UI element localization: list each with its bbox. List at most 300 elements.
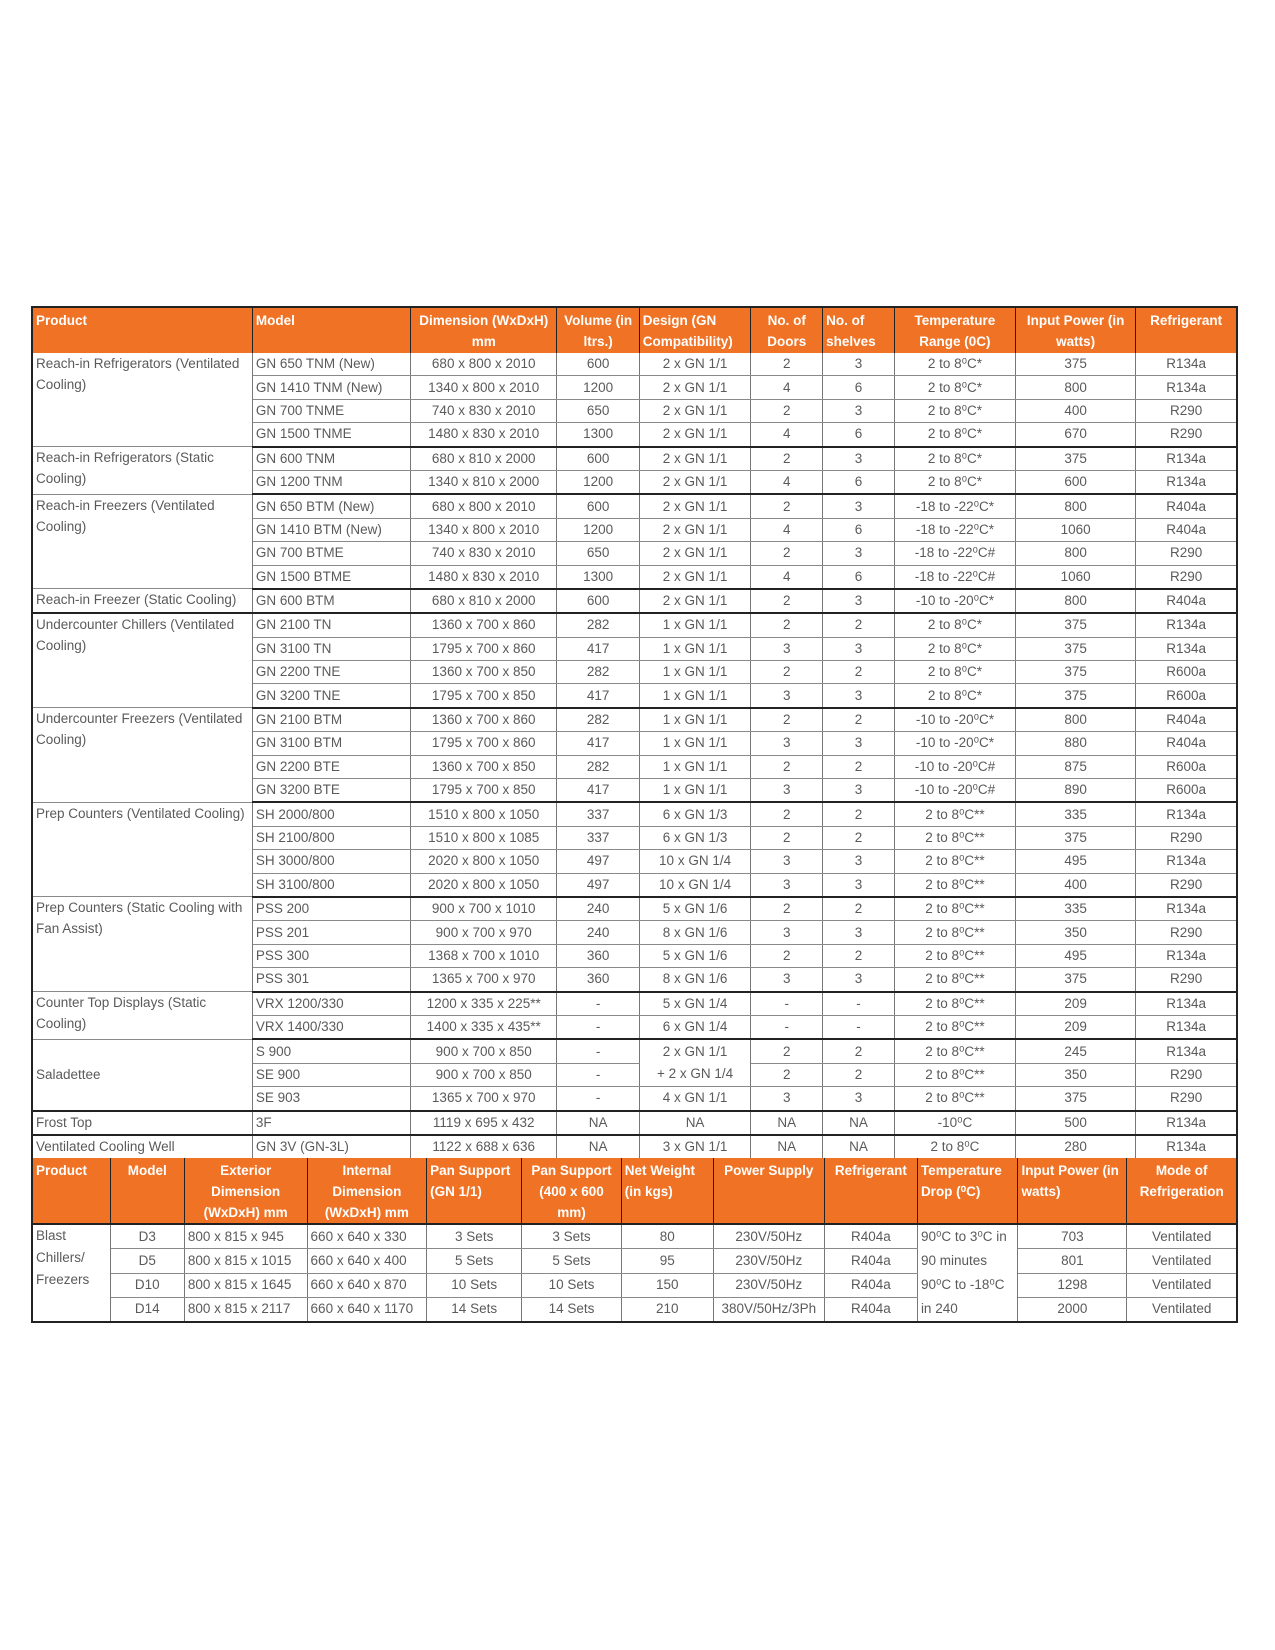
- table-row: [32, 1297, 1237, 1322]
- doors-cell: 2: [751, 542, 823, 565]
- shelves-cell: 6: [823, 565, 895, 589]
- volume-cell: 417: [557, 779, 639, 803]
- column-header: Net Weight (in kgs): [621, 1158, 713, 1224]
- temperature-cell: 2 to 8⁰C*: [894, 637, 1015, 660]
- design-cell: 2 x GN 1/1: [639, 494, 751, 518]
- shelves-cell: 3: [823, 542, 895, 565]
- column-header: Refrigerant: [1136, 307, 1237, 353]
- doors-cell: 3: [751, 732, 823, 755]
- power-cell: 209: [1016, 992, 1136, 1016]
- doors-cell: NA: [751, 1135, 823, 1159]
- model-cell: GN 3V (GN-3L): [252, 1135, 410, 1159]
- net-weight-cell: 150: [621, 1273, 713, 1297]
- volume-cell: 650: [557, 542, 639, 565]
- column-header: Refrigerant: [824, 1158, 917, 1224]
- volume-cell: -: [557, 1039, 639, 1063]
- internal-dimension-cell: 660 x 640 x 330: [307, 1224, 427, 1249]
- temperature-cell: 2 to 8⁰C*: [894, 447, 1015, 471]
- model-cell: SH 3000/800: [252, 850, 410, 873]
- column-header: No. of shelves: [823, 307, 895, 353]
- table-row: [32, 708, 1237, 732]
- temperature-cell: 2 to 8⁰C**: [894, 850, 1015, 873]
- shelves-cell: 3: [823, 732, 895, 755]
- shelves-cell: 3: [823, 968, 895, 992]
- model-cell: SH 3100/800: [252, 873, 410, 897]
- volume-cell: 417: [557, 732, 639, 755]
- refrigerant-cell: R290: [1136, 542, 1237, 565]
- refrigerant-cell: R290: [1136, 1087, 1237, 1111]
- column-header: Mode of Refrigeration: [1127, 1158, 1237, 1224]
- column-header: Input Power (in watts): [1018, 1158, 1127, 1224]
- shelves-cell: 2: [823, 661, 895, 684]
- doors-cell: 4: [751, 376, 823, 399]
- volume-cell: 1200: [557, 518, 639, 541]
- refrigerant-cell: R134a: [1136, 802, 1237, 826]
- dimension-cell: 680 x 810 x 2000: [410, 589, 557, 613]
- design-cell: 8 x GN 1/6: [639, 968, 751, 992]
- table-body: [32, 1224, 1237, 1322]
- dimension-cell: 680 x 810 x 2000: [410, 447, 557, 471]
- column-header: Temperature Drop (⁰C): [917, 1158, 1018, 1224]
- model-cell: GN 3100 TN: [252, 637, 410, 660]
- column-header: Pan Support (GN 1/1): [427, 1158, 522, 1224]
- temperature-cell: 2 to 8⁰C**: [894, 992, 1015, 1016]
- power-cell: 375: [1016, 447, 1136, 471]
- volume-cell: -: [557, 1015, 639, 1039]
- volume-cell: NA: [557, 1135, 639, 1159]
- design-cell: 6 x GN 1/3: [639, 826, 751, 849]
- table-row: [32, 897, 1237, 921]
- doors-cell: 2: [751, 897, 823, 921]
- power-cell: 500: [1016, 1111, 1136, 1135]
- dimension-cell: 900 x 700 x 850: [410, 1039, 557, 1063]
- power-cell: 375: [1016, 684, 1136, 708]
- design-cell: 1 x GN 1/1: [639, 755, 751, 778]
- power-cell: 1060: [1016, 518, 1136, 541]
- temperature-cell: 2 to 8⁰C*: [894, 613, 1015, 637]
- dimension-cell: 1510 x 800 x 1050: [410, 802, 557, 826]
- shelves-cell: 2: [823, 755, 895, 778]
- temperature-cell: 2 to 8⁰C**: [894, 802, 1015, 826]
- dimension-cell: 1365 x 700 x 970: [410, 1087, 557, 1111]
- refrigerant-cell: R290: [1136, 423, 1237, 447]
- input-power-cell: 703: [1018, 1224, 1127, 1249]
- refrigerant-cell: R290: [1136, 565, 1237, 589]
- power-cell: 375: [1016, 968, 1136, 992]
- model-cell: D14: [110, 1297, 184, 1322]
- power-cell: 800: [1016, 542, 1136, 565]
- doors-cell: 2: [751, 613, 823, 637]
- shelves-cell: NA: [823, 1135, 895, 1159]
- power-cell: 800: [1016, 376, 1136, 399]
- design-cell: 2 x GN 1/1: [639, 518, 751, 541]
- refrigerant-cell: R404a: [1136, 708, 1237, 732]
- model-cell: GN 3200 TNE: [252, 684, 410, 708]
- model-cell: D10: [110, 1273, 184, 1297]
- design-cell: NA: [639, 1111, 751, 1135]
- model-cell: GN 3200 BTE: [252, 779, 410, 803]
- refrigerant-cell: R404a: [1136, 518, 1237, 541]
- design-cell: 1 x GN 1/1: [639, 779, 751, 803]
- table-row: [32, 1249, 1237, 1273]
- design-cell: 2 x GN 1/1: [639, 423, 751, 447]
- shelves-cell: -: [823, 992, 895, 1016]
- input-power-cell: 2000: [1018, 1297, 1127, 1322]
- doors-cell: 4: [751, 518, 823, 541]
- design-cell: 2 x GN 1/1: [639, 447, 751, 471]
- doors-cell: 3: [751, 873, 823, 897]
- pan-support-gn-cell: 14 Sets: [427, 1297, 522, 1322]
- model-cell: SH 2100/800: [252, 826, 410, 849]
- product-cell: Saladettee: [32, 1039, 252, 1110]
- power-cell: 245: [1016, 1039, 1136, 1063]
- mode-cell: Ventilated: [1127, 1297, 1237, 1322]
- volume-cell: 600: [557, 353, 639, 376]
- column-header: Design (GN Compatibility): [639, 307, 751, 353]
- dimension-cell: 680 x 800 x 2010: [410, 353, 557, 376]
- design-cell: 2 x GN 1/1: [639, 589, 751, 613]
- refrigerant-cell: R600a: [1136, 755, 1237, 778]
- temperature-cell: 2 to 8⁰C*: [894, 399, 1015, 422]
- refrigerant-cell: R134a: [1136, 850, 1237, 873]
- design-cell: 1 x GN 1/1: [639, 637, 751, 660]
- doors-cell: 4: [751, 470, 823, 494]
- volume-cell: 497: [557, 850, 639, 873]
- model-cell: GN 1410 TNM (New): [252, 376, 410, 399]
- dimension-cell: 1360 x 700 x 860: [410, 708, 557, 732]
- volume-cell: 417: [557, 684, 639, 708]
- temperature-cell: 2 to 8⁰C**: [894, 873, 1015, 897]
- pan-support-400-cell: 5 Sets: [522, 1249, 621, 1273]
- refrigerant-cell: R404a: [1136, 494, 1237, 518]
- volume-cell: 650: [557, 399, 639, 422]
- shelves-cell: 3: [823, 873, 895, 897]
- temperature-cell: -10 to -20⁰C*: [894, 589, 1015, 613]
- dimension-cell: 680 x 800 x 2010: [410, 494, 557, 518]
- power-supply-cell: 230V/50Hz: [713, 1224, 824, 1249]
- pan-support-gn-cell: 3 Sets: [427, 1224, 522, 1249]
- doors-cell: 2: [751, 944, 823, 967]
- power-cell: 375: [1016, 661, 1136, 684]
- design-cell: 2 x GN 1/1: [639, 353, 751, 376]
- dimension-cell: 900 x 700 x 850: [410, 1063, 557, 1086]
- temperature-cell: 2 to 8⁰C*: [894, 423, 1015, 447]
- refrigerant-cell: R600a: [1136, 684, 1237, 708]
- refrigerant-cell: R134a: [1136, 376, 1237, 399]
- volume-cell: 600: [557, 589, 639, 613]
- net-weight-cell: 80: [621, 1224, 713, 1249]
- power-cell: 375: [1016, 637, 1136, 660]
- volume-cell: 417: [557, 637, 639, 660]
- dimension-cell: 1122 x 688 x 636: [410, 1135, 557, 1159]
- design-cell: 8 x GN 1/6: [639, 921, 751, 944]
- refrigerant-cell: R404a: [824, 1273, 917, 1297]
- power-cell: 495: [1016, 944, 1136, 967]
- pan-support-400-cell: 3 Sets: [522, 1224, 621, 1249]
- dimension-cell: 1340 x 800 x 2010: [410, 518, 557, 541]
- exterior-dimension-cell: 800 x 815 x 1645: [184, 1273, 307, 1297]
- volume-cell: 600: [557, 447, 639, 471]
- temperature-cell: -18 to -22⁰C*: [894, 518, 1015, 541]
- column-header: Internal Dimension (WxDxH) mm: [307, 1158, 427, 1224]
- doors-cell: 2: [751, 755, 823, 778]
- volume-cell: 282: [557, 755, 639, 778]
- design-cell: 2 x GN 1/1: [639, 399, 751, 422]
- model-cell: GN 1500 TNME: [252, 423, 410, 447]
- dimension-cell: 1480 x 830 x 2010: [410, 565, 557, 589]
- table-row: [32, 447, 1237, 471]
- product-cell: Reach-in Freezers (Ventilated Cooling): [32, 494, 252, 589]
- column-header: Input Power (in watts): [1016, 307, 1136, 353]
- design-cell: 1 x GN 1/1: [639, 708, 751, 732]
- power-supply-cell: 380V/50Hz/3Ph: [713, 1297, 824, 1322]
- power-cell: 335: [1016, 897, 1136, 921]
- shelves-cell: 3: [823, 921, 895, 944]
- temperature-cell: 2 to 8⁰C*: [894, 353, 1015, 376]
- design-cell: 5 x GN 1/6: [639, 944, 751, 967]
- design-cell: 2 x GN 1/1: [639, 565, 751, 589]
- dimension-cell: 1795 x 700 x 860: [410, 732, 557, 755]
- design-cell: 5 x GN 1/4: [639, 992, 751, 1016]
- column-header: Power Supply: [713, 1158, 824, 1224]
- input-power-cell: 1298: [1018, 1273, 1127, 1297]
- power-cell: 335: [1016, 802, 1136, 826]
- doors-cell: 2: [751, 1039, 823, 1063]
- doors-cell: 3: [751, 684, 823, 708]
- refrigerant-cell: R600a: [1136, 779, 1237, 803]
- volume-cell: 282: [557, 708, 639, 732]
- doors-cell: NA: [751, 1111, 823, 1135]
- temperature-cell: 2 to 8⁰C**: [894, 1087, 1015, 1111]
- refrigerant-cell: R134a: [1136, 992, 1237, 1016]
- model-cell: VRX 1400/330: [252, 1015, 410, 1039]
- power-supply-cell: 230V/50Hz: [713, 1273, 824, 1297]
- design-line: 2 x GN 1/1: [662, 1044, 728, 1060]
- dimension-cell: 1368 x 700 x 1010: [410, 944, 557, 967]
- volume-cell: 240: [557, 897, 639, 921]
- temperature-cell: -10 to -20⁰C#: [894, 755, 1015, 778]
- model-cell: 3F: [252, 1111, 410, 1135]
- table-row: [32, 802, 1237, 826]
- refrigerant-cell: R290: [1136, 921, 1237, 944]
- dimension-cell: 1795 x 700 x 860: [410, 637, 557, 660]
- volume-cell: 360: [557, 968, 639, 992]
- refrigerant-cell: R290: [1136, 968, 1237, 992]
- mode-cell: Ventilated: [1127, 1273, 1237, 1297]
- table-row: [32, 992, 1237, 1016]
- volume-cell: -: [557, 992, 639, 1016]
- shelves-cell: 3: [823, 1087, 895, 1111]
- shelves-cell: 2: [823, 944, 895, 967]
- refrigerant-cell: R290: [1136, 826, 1237, 849]
- product-cell: Counter Top Displays (Static Cooling): [32, 992, 252, 1040]
- input-power-cell: 801: [1018, 1249, 1127, 1273]
- model-cell: SE 900: [252, 1063, 410, 1086]
- model-cell: S 900: [252, 1039, 410, 1063]
- table-row: [32, 1135, 1237, 1159]
- design-cell: 6 x GN 1/3: [639, 802, 751, 826]
- mode-cell: Ventilated: [1127, 1224, 1237, 1249]
- design-cell: 10 x GN 1/4: [639, 850, 751, 873]
- table-body: [32, 353, 1237, 1159]
- shelves-cell: 3: [823, 353, 895, 376]
- dimension-cell: 1795 x 700 x 850: [410, 779, 557, 803]
- shelves-cell: 3: [823, 494, 895, 518]
- shelves-cell: -: [823, 1015, 895, 1039]
- dimension-cell: 1340 x 810 x 2000: [410, 470, 557, 494]
- refrigerant-cell: R134a: [1136, 897, 1237, 921]
- model-cell: PSS 200: [252, 897, 410, 921]
- design-cell: 3 x GN 1/1: [639, 1135, 751, 1159]
- shelves-cell: 3: [823, 399, 895, 422]
- doors-cell: 3: [751, 921, 823, 944]
- temperature-cell: 2 to 8⁰C*: [894, 376, 1015, 399]
- model-cell: GN 2200 BTE: [252, 755, 410, 778]
- refrigerant-cell: R290: [1136, 873, 1237, 897]
- model-cell: SH 2000/800: [252, 802, 410, 826]
- dimension-cell: 900 x 700 x 1010: [410, 897, 557, 921]
- shelves-cell: 6: [823, 470, 895, 494]
- column-header: Model: [110, 1158, 184, 1224]
- design-cell: 2 x GN 1/1: [639, 376, 751, 399]
- temperature-cell: 2 to 8⁰C*: [894, 684, 1015, 708]
- power-cell: 375: [1016, 353, 1136, 376]
- refrigerant-cell: R134a: [1136, 944, 1237, 967]
- column-header: Model: [252, 307, 410, 353]
- product-cell: Prep Counters (Static Cooling with Fan Assist): [32, 897, 252, 992]
- power-cell: 800: [1016, 589, 1136, 613]
- refrigerant-cell: R134a: [1136, 1039, 1237, 1063]
- pan-support-400-cell: 10 Sets: [522, 1273, 621, 1297]
- refrigerant-cell: R290: [1136, 1063, 1237, 1086]
- volume-cell: 240: [557, 921, 639, 944]
- doors-cell: 2: [751, 1063, 823, 1086]
- design-cell: 4 x GN 1/1: [639, 1087, 751, 1111]
- shelves-cell: 6: [823, 423, 895, 447]
- exterior-dimension-cell: 800 x 815 x 945: [184, 1224, 307, 1249]
- temperature-cell: -10 to -20⁰C*: [894, 732, 1015, 755]
- model-cell: VRX 1200/330: [252, 992, 410, 1016]
- doors-cell: 3: [751, 779, 823, 803]
- dimension-cell: 1200 x 335 x 225**: [410, 992, 557, 1016]
- temperature-cell: 2 to 8⁰C: [894, 1135, 1015, 1159]
- design-cell: 1 x GN 1/1: [639, 684, 751, 708]
- temperature-cell: 2 to 8⁰C**: [894, 1039, 1015, 1063]
- column-header: No. of Doors: [751, 307, 823, 353]
- model-cell: GN 600 TNM: [252, 447, 410, 471]
- design-cell: [639, 1039, 751, 1086]
- temperature-cell: 2 to 8⁰C**: [894, 897, 1015, 921]
- model-cell: PSS 201: [252, 921, 410, 944]
- blast-chiller-spec-table: [31, 1158, 1238, 1323]
- shelves-cell: 3: [823, 637, 895, 660]
- dimension-cell: 1795 x 700 x 850: [410, 684, 557, 708]
- internal-dimension-cell: 660 x 640 x 400: [307, 1249, 427, 1273]
- model-cell: GN 2100 TN: [252, 613, 410, 637]
- column-header: Temperature Range (0C): [894, 307, 1015, 353]
- power-cell: 280: [1016, 1135, 1136, 1159]
- power-cell: 350: [1016, 921, 1136, 944]
- temperature-cell: -18 to -22⁰C#: [894, 565, 1015, 589]
- power-cell: 400: [1016, 873, 1136, 897]
- shelves-cell: 2: [823, 1063, 895, 1086]
- temperature-cell: -10⁰C: [894, 1111, 1015, 1135]
- doors-cell: -: [751, 1015, 823, 1039]
- volume-cell: 1300: [557, 565, 639, 589]
- refrigerant-cell: R404a: [824, 1249, 917, 1273]
- power-cell: 670: [1016, 423, 1136, 447]
- volume-cell: 600: [557, 494, 639, 518]
- doors-cell: 3: [751, 850, 823, 873]
- model-cell: GN 600 BTM: [252, 589, 410, 613]
- column-header: Product: [32, 1158, 110, 1224]
- model-cell: D5: [110, 1249, 184, 1273]
- doors-cell: 2: [751, 353, 823, 376]
- product-cell: Reach-in Refrigerators (Ventilated Cooling): [32, 353, 252, 447]
- pan-support-gn-cell: 10 Sets: [427, 1273, 522, 1297]
- product-cell: Reach-in Refrigerators (Static Cooling): [32, 447, 252, 495]
- shelves-cell: 3: [823, 589, 895, 613]
- product-cell: Ventilated Cooling Well: [32, 1135, 252, 1159]
- table-header-row: [32, 1158, 1237, 1224]
- model-cell: GN 700 BTME: [252, 542, 410, 565]
- column-header: Volume (in ltrs.): [557, 307, 639, 353]
- model-cell: SE 903: [252, 1087, 410, 1111]
- internal-dimension-cell: 660 x 640 x 1170: [307, 1297, 427, 1322]
- doors-cell: 2: [751, 802, 823, 826]
- volume-cell: NA: [557, 1111, 639, 1135]
- dimension-cell: 900 x 700 x 970: [410, 921, 557, 944]
- temperature-cell: -18 to -22⁰C*: [894, 494, 1015, 518]
- model-cell: PSS 300: [252, 944, 410, 967]
- shelves-cell: 3: [823, 850, 895, 873]
- doors-cell: 3: [751, 968, 823, 992]
- refrigeration-spec-table: [31, 306, 1238, 1160]
- power-cell: 800: [1016, 494, 1136, 518]
- shelves-cell: 2: [823, 613, 895, 637]
- shelves-cell: 2: [823, 1039, 895, 1063]
- shelves-cell: 3: [823, 447, 895, 471]
- design-cell: 10 x GN 1/4: [639, 873, 751, 897]
- dimension-cell: 1119 x 695 x 432: [410, 1111, 557, 1135]
- refrigerant-cell: R134a: [1136, 470, 1237, 494]
- exterior-dimension-cell: 800 x 815 x 1015: [184, 1249, 307, 1273]
- dimension-cell: 1365 x 700 x 970: [410, 968, 557, 992]
- power-cell: 495: [1016, 850, 1136, 873]
- table-header-row: [32, 307, 1237, 353]
- table-row: [32, 1224, 1237, 1249]
- dimension-cell: 1360 x 700 x 860: [410, 613, 557, 637]
- product-cell: Prep Counters (Ventilated Cooling): [32, 802, 252, 897]
- model-cell: GN 3100 BTM: [252, 732, 410, 755]
- temperature-cell: 2 to 8⁰C**: [894, 944, 1015, 967]
- refrigerant-cell: R290: [1136, 399, 1237, 422]
- dimension-cell: 1360 x 700 x 850: [410, 661, 557, 684]
- volume-cell: -: [557, 1087, 639, 1111]
- doors-cell: 2: [751, 708, 823, 732]
- dimension-cell: 1360 x 700 x 850: [410, 755, 557, 778]
- table-row: [32, 1039, 1237, 1063]
- temperature-drop-cell: 90⁰C to 3⁰C in 90 minutes: [917, 1224, 1018, 1273]
- power-cell: 375: [1016, 1087, 1136, 1111]
- temperature-cell: 2 to 8⁰C**: [894, 826, 1015, 849]
- pan-support-gn-cell: 5 Sets: [427, 1249, 522, 1273]
- shelves-cell: 6: [823, 518, 895, 541]
- doors-cell: 2: [751, 589, 823, 613]
- refrigerant-cell: R134a: [1136, 1015, 1237, 1039]
- dimension-cell: 2020 x 800 x 1050: [410, 850, 557, 873]
- dimension-cell: 1480 x 830 x 2010: [410, 423, 557, 447]
